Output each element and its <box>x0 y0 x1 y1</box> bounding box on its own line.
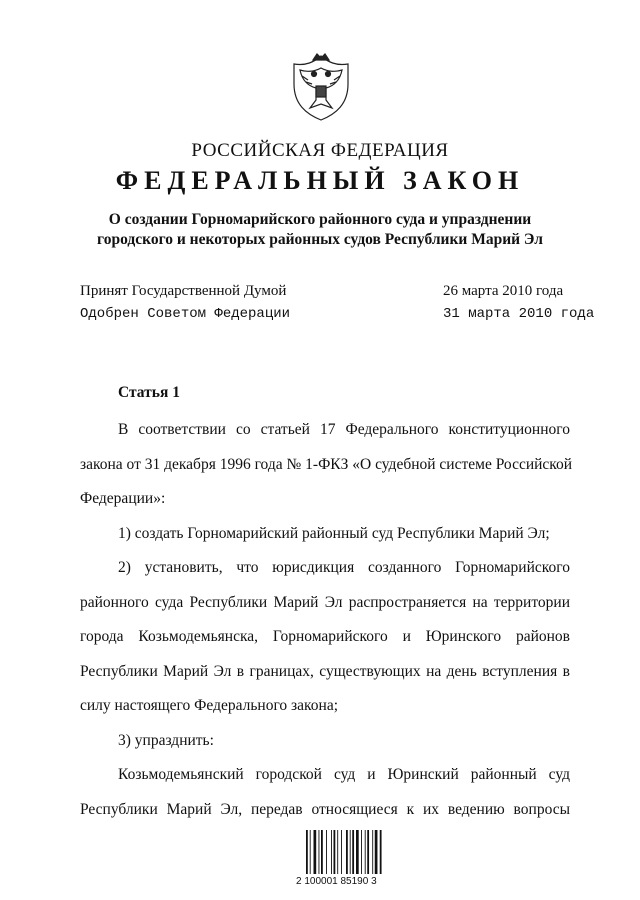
country-name: РОССИЙСКАЯ ФЕДЕРАЦИЯ <box>191 140 449 161</box>
body-line: районного суда Республики Марий Эл распространяется на территории <box>80 594 570 611</box>
law-title-line: городского и некоторых районных судов Республики Марий Эл <box>97 231 543 248</box>
barcode-icon <box>306 830 384 874</box>
body-line: Федерации»: <box>80 490 166 507</box>
document-type: ФЕДЕРАЛЬНЫЙ ЗАКОН <box>115 166 525 195</box>
body-line: закона от 31 декабря 1996 года № 1-ФКЗ «О судебной системе Российской <box>80 456 573 473</box>
coat-of-arms-icon <box>286 50 356 124</box>
body-line: 1) создать Горномарийский районный суд Республики Марий Эл; <box>118 525 550 542</box>
duma-adoption-label: Принят Государственной Думой <box>80 283 287 299</box>
body-line: 3) упразднить: <box>118 732 214 749</box>
article-heading: Статья 1 <box>118 384 180 401</box>
law-title-line: О создании Горномарийского районного суда и упразднении <box>108 211 532 228</box>
body-line: Козьмодемьянский городской суд и Юринский районный суд <box>118 766 570 783</box>
body-line: 2) установить, что юрисдикция созданного Горномарийского <box>118 559 570 576</box>
body-line: Республики Марий Эл в границах, существующих на день вступления в <box>80 663 570 680</box>
body-line: Республики Марий Эл, передав относящиеся к их ведению вопросы <box>80 801 570 818</box>
barcode-number: 2 100001 85190 3 <box>296 876 377 887</box>
body-line: В соответствии со статьей 17 Федерального конституционного <box>118 421 570 438</box>
duma-adoption-date: 26 марта 2010 года <box>443 283 564 299</box>
body-line: города Козьмодемьянска, Горномарийского и Юринского районов <box>80 628 570 645</box>
law-title <box>60 210 580 250</box>
council-approval-date: 31 марта 2010 года <box>443 306 595 322</box>
body-line: силу настоящего Федерального закона; <box>80 697 339 714</box>
council-approval-label: Одобрен Советом Федерации <box>80 306 291 322</box>
